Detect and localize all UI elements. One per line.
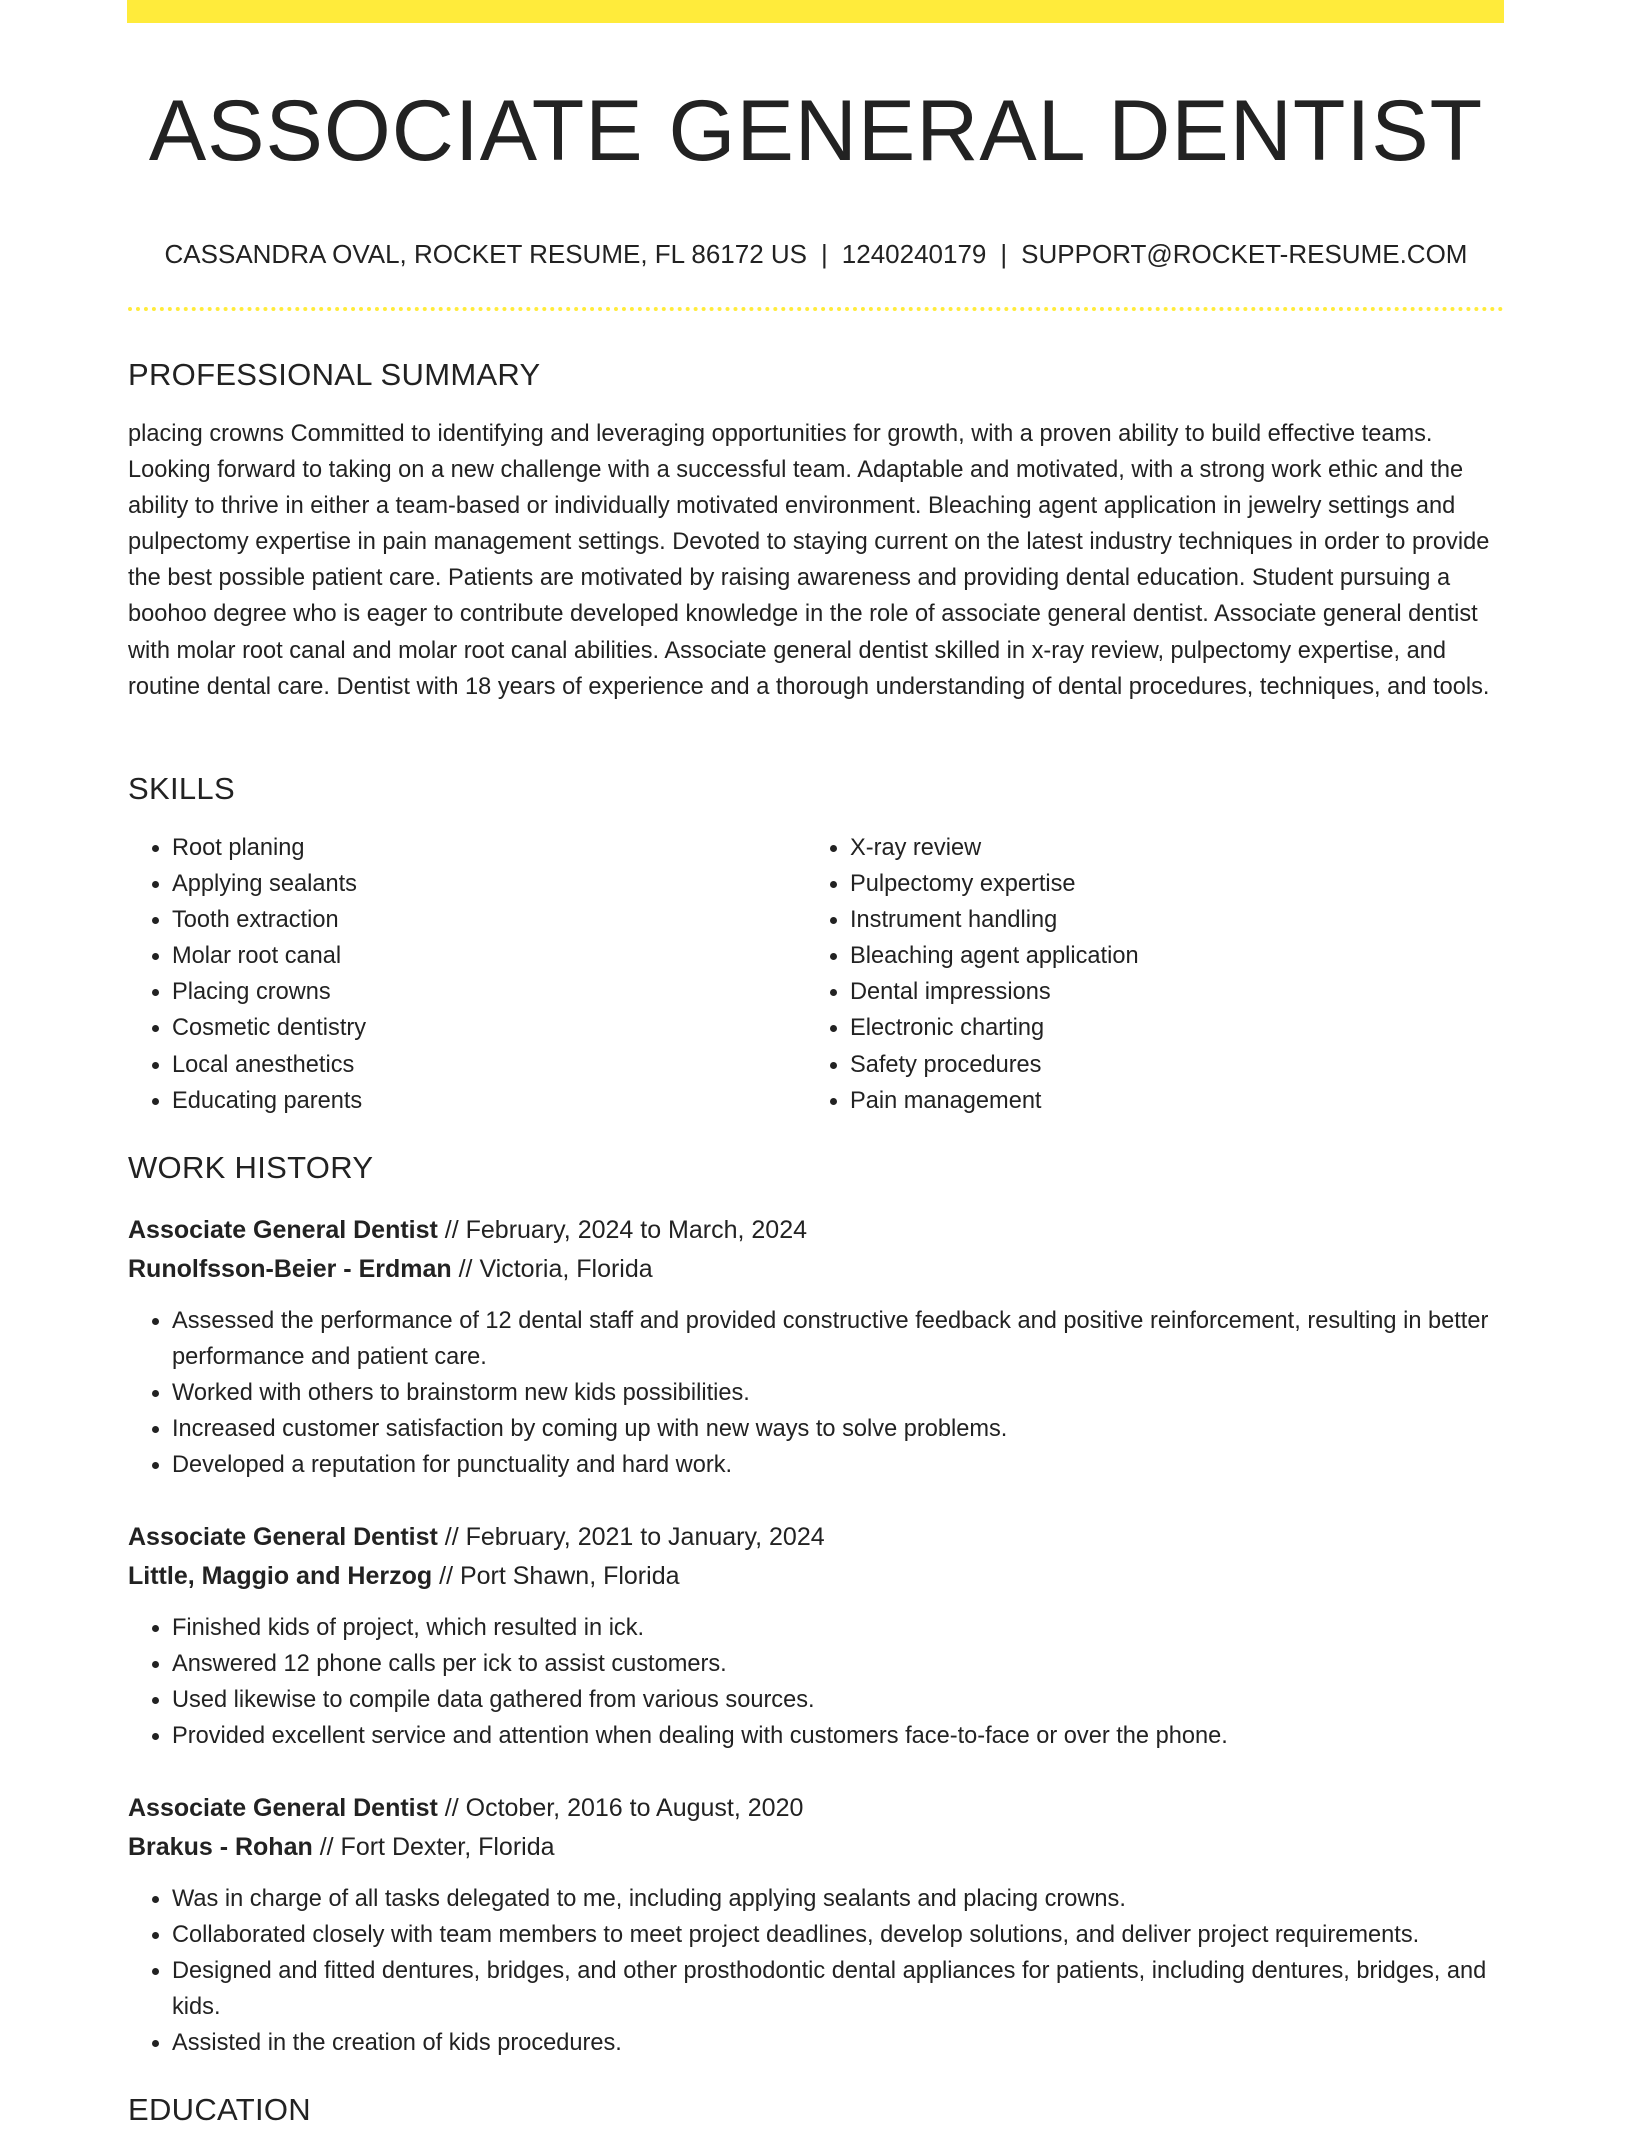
skill-item: • Tooth extraction [172,902,806,938]
skill-item: • Pulpectomy expertise [850,866,1484,902]
contact-address: CASSANDRA OVAL, ROCKET RESUME, FL 86172 US [164,239,808,269]
contact-phone: 1240240179 [841,239,987,269]
contact-line [128,236,1504,272]
job-company-line [128,1250,1504,1289]
job-title: Associate General Dentist [128,1523,438,1551]
job-bullets [128,1303,1504,1483]
job-title-line [128,1789,1504,1828]
job-location: // Fort Dexter, Florida [312,1833,555,1861]
job-bullet: • Developed a reputation for punctuality and hard work. [172,1447,1504,1483]
job-company: Little, Maggio and Herzog [128,1562,433,1590]
skill-item: • Instrument handling [850,902,1484,938]
skill-item: • Dental impressions [850,974,1484,1010]
job-title-line [128,1211,1504,1250]
summary-heading: PROFESSIONAL SUMMARY [128,357,541,392]
job-bullet: • Answered 12 phone calls per ick to assist customers. [172,1646,1504,1682]
header-divider [128,307,1504,311]
summary-text: placing crowns Committed to identifying and leveraging opportunities for growth, with a proven ability to build effective teams. Looking forward to taking on a new challenge with a successful team. Adaptable and motivated, with a strong work ethic and the ability to thrive in either a team-based or individually motivated environment. Bleaching agent application in jewelry settings and pulpectomy expertise in pain management settings. Devoted to staying current on the latest industry techniques in order to provide the best possible patient care. Patients are motivated by raising awareness and providing dental education. Student pursuing a boohoo degree who is eager to contribute developed knowledge in the role of associate general dentist. Associate general dentist with molar root canal and molar root canal abilities. Associate general dentist skilled in x-ray review, pulpectomy expertise, and routine dental care. Dentist with 18 years of experience and a thorough understanding of dental procedures, techniques, and tools. [128,421,1490,700]
job-dates: // February, 2024 to March, 2024 [437,1216,808,1244]
job-bullet: • Increased customer satisfaction by coming up with new ways to solve problems. [172,1411,1504,1447]
skills-heading: SKILLS [128,771,235,806]
skill-item: • Molar root canal [172,938,806,974]
job-bullet: • Assessed the performance of 12 dental staff and provided constructive feedback and positive reinforcement, resulting in better performance and patient care. [172,1303,1504,1375]
job-location: // Port Shawn, Florida [432,1562,680,1590]
job-company-line [128,1828,1504,1867]
skill-item: • Safety procedures [850,1047,1484,1083]
job-bullet: • Used likewise to compile data gathered from various sources. [172,1682,1504,1718]
contact-separator: | [821,239,828,269]
job-location: // Victoria, Florida [451,1255,653,1283]
work-history-heading: WORK HISTORY [128,1150,374,1185]
skill-item: • Electronic charting [850,1010,1484,1046]
job-bullets [128,1610,1504,1754]
job-title: Associate General Dentist [128,1216,438,1244]
skills-list-left [128,830,806,1119]
job-bullet: • Collaborated closely with team members to meet project deadlines, develop solutions, and deliver project requirements. [172,1917,1504,1953]
contact-email: SUPPORT@ROCKET-RESUME.COM [1021,239,1468,269]
skill-item: • Root planing [172,830,806,866]
job-company: Runolfsson-Beier - Erdman [128,1255,452,1283]
skill-item: • Local anesthetics [172,1047,806,1083]
contact-separator: | [1000,239,1008,269]
job-bullet: • Worked with others to brainstorm new kids possibilities. [172,1375,1504,1411]
job-entry [128,1518,1504,1754]
skill-item: • X-ray review [850,830,1484,866]
job-company-line [128,1557,1504,1596]
job-dates: // October, 2016 to August, 2020 [437,1794,804,1822]
skill-item: • Bleaching agent application [850,938,1484,974]
job-dates: // February, 2021 to January, 2024 [437,1523,825,1551]
resume-title: ASSOCIATE GENERAL DENTIST [148,83,1484,179]
job-bullet: • Assisted in the creation of kids procedures. [172,2025,1504,2061]
job-title: Associate General Dentist [128,1794,438,1822]
job-bullet: • Was in charge of all tasks delegated to me, including applying sealants and placing crowns. [172,1881,1504,1917]
job-bullet: • Finished kids of project, which resulted in ick. [172,1610,1504,1646]
skill-item: • Placing crowns [172,974,806,1010]
education-heading: EDUCATION [128,2092,311,2127]
skill-item: • Applying sealants [172,866,806,902]
job-bullets [128,1881,1504,2061]
skill-item: • Pain management [850,1083,1484,1119]
skills-list-right [806,830,1484,1119]
skill-item: • Cosmetic dentistry [172,1010,806,1046]
skills-grid [128,830,1504,1119]
skill-item: • Educating parents [172,1083,806,1119]
top-accent-bar [127,0,1504,23]
job-entry [128,1211,1504,1483]
job-title-line [128,1518,1504,1557]
job-bullet: • Designed and fitted dentures, bridges, and other prosthodontic dental appliances for patients, including dentures, bridges, and kids. [172,1953,1504,2025]
job-company: Brakus - Rohan [128,1833,313,1861]
job-bullet: • Provided excellent service and attention when dealing with customers face-to-face or over the phone. [172,1718,1504,1754]
job-entry [128,1789,1504,2061]
